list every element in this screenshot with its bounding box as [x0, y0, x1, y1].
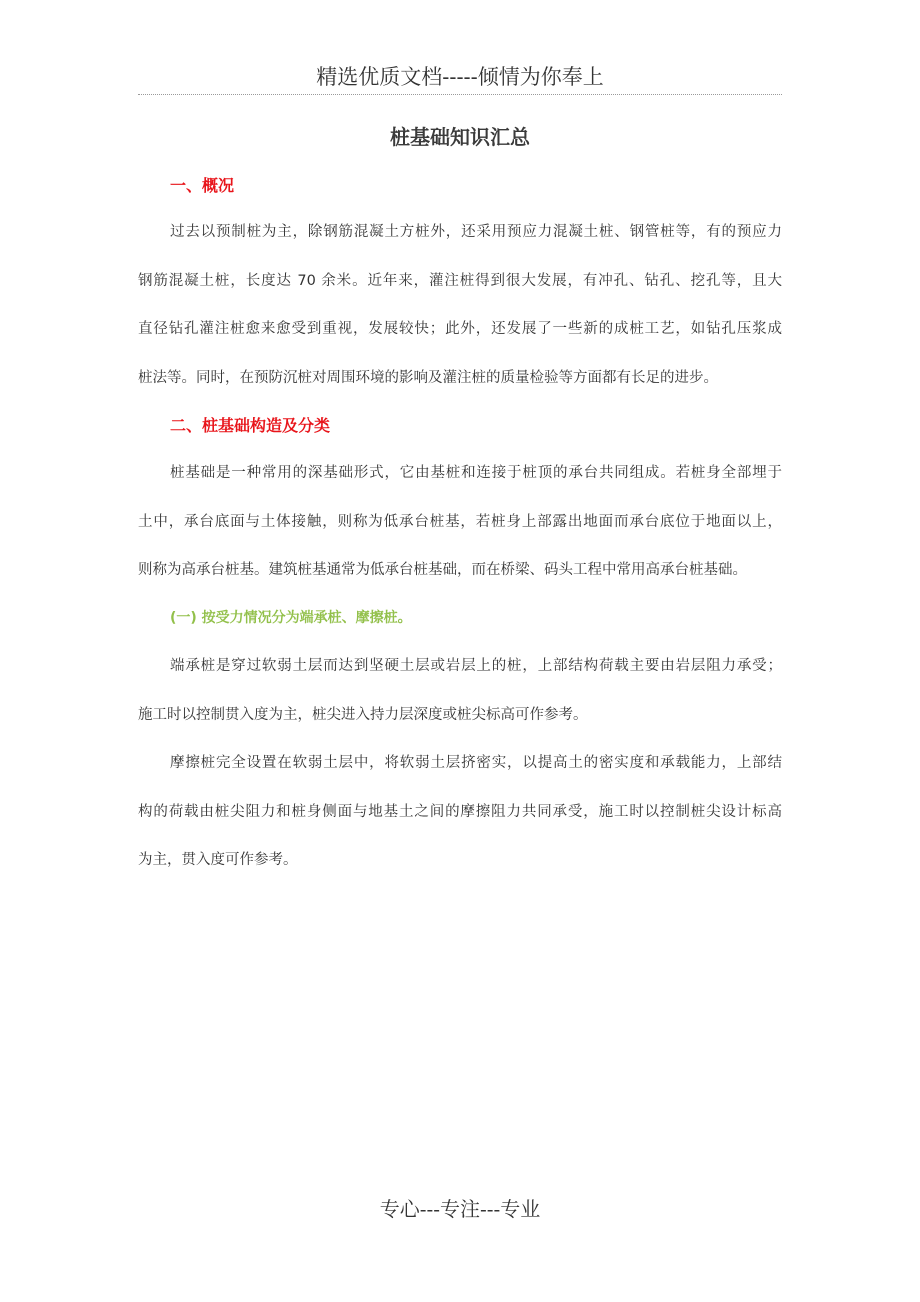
subsection-heading-load-type: (一) 按受力情况分为端承桩、摩擦桩。 [170, 610, 412, 626]
paragraph-line: 则称为高承台桩基。建筑桩基通常为低承台桩基础，而在桥梁、码头工程中常用高承台桩基础。 [138, 562, 747, 578]
paragraph-end-bearing-pile [138, 642, 782, 739]
paragraph-line: 施工时以控制贯入度为主，桩尖进入持力层深度或桩尖标高可作参考。 [138, 706, 588, 723]
page-header: 精选优质文档-----倾情为你奉上 [316, 65, 604, 89]
paragraph-line: 土中，承台底面与土体接触，则称为低承台桩基，若桩身上部露出地面而承台底位于地面以上， [138, 513, 782, 530]
paragraph-line: 桩基础是一种常用的深基础形式，它由基桩和连接于桩顶的承台共同组成。若桩身全部埋于 [170, 465, 782, 481]
section-heading-structure: 二、桩基础构造及分类 [170, 416, 331, 435]
paragraph-line: 为主，贯入度可作参考。 [138, 852, 298, 868]
paragraph-friction-pile [138, 739, 782, 885]
paragraph-line: 钢筋混凝土桩，长度达 70 余米。近年来，灌注桩得到很大发展，有冲孔、钻孔、挖孔等，且大 [138, 272, 782, 289]
paragraph-line: 直径钻孔灌注桩愈来愈受到重视，发展较快；此外，还发展了一些新的成桩工艺，如钻孔压浆成 [138, 321, 782, 337]
paragraph-line: 过去以预制桩为主，除钢筋混凝土方桩外，还采用预应力混凝土桩、钢管桩等，有的预应力 [170, 224, 782, 240]
paragraph-line: 构的荷载由桩尖阻力和桩身侧面与地基土之间的摩擦阻力共同承受，施工时以控制桩尖设计标高 [138, 803, 782, 820]
page-footer: 专心---专注---专业 [379, 1197, 541, 1221]
paragraph-overview [138, 208, 782, 402]
paragraph-line: 端承桩是穿过软弱土层而达到坚硬土层或岩层上的桩，上部结构荷载主要由岩层阻力承受； [170, 658, 782, 674]
section-heading-overview: 一、概况 [170, 176, 235, 195]
header-divider [138, 94, 782, 95]
paragraph-line: 摩擦桩完全设置在软弱土层中，将软弱土层挤密实，以提高土的密实度和承载能力，上部结 [170, 755, 782, 771]
paragraph-line: 桩法等。同时，在预防沉桩对周围环境的影响及灌注桩的质量检验等方面都有长足的进步。 [138, 369, 718, 386]
document-title: 桩基础知识汇总 [390, 125, 530, 149]
paragraph-structure [138, 449, 782, 595]
